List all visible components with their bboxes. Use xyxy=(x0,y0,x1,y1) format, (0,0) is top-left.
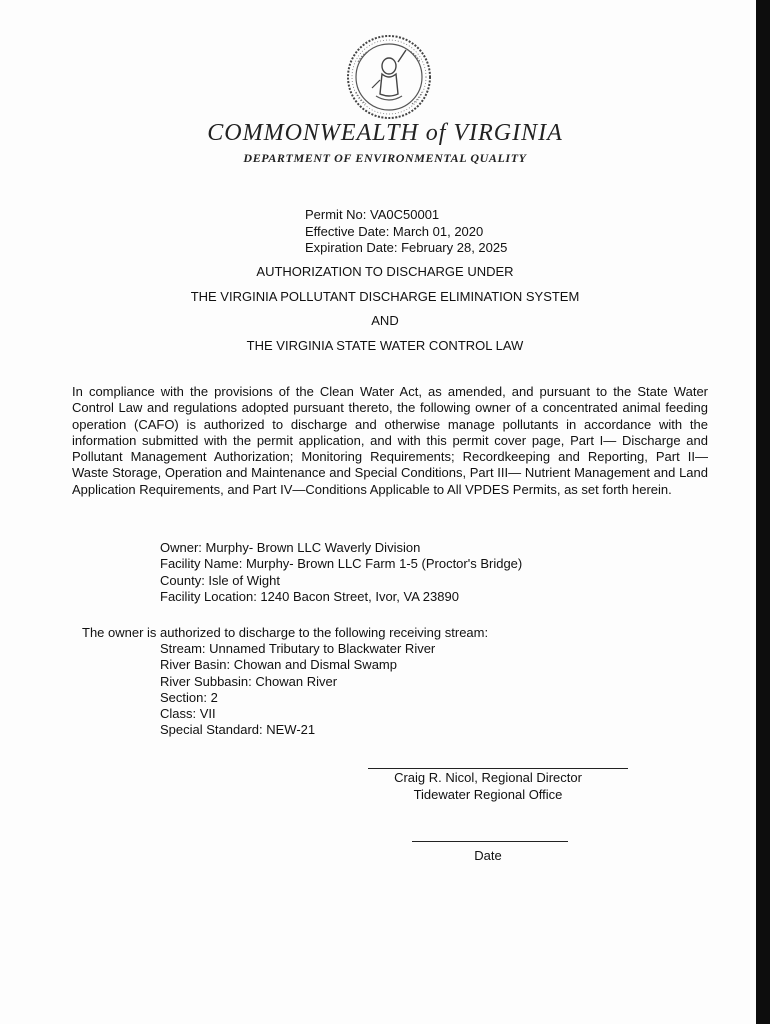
special-standard-line: Special Standard: NEW-21 xyxy=(160,722,316,738)
scan-right-edge xyxy=(756,0,770,1024)
signatory-office: Tidewater Regional Office xyxy=(413,787,563,802)
class-line: Class: VII xyxy=(160,706,216,722)
river-subbasin-line: River Subbasin: Chowan River xyxy=(160,673,338,689)
permit-number: Permit No: VA0C50001 xyxy=(305,207,440,222)
owner-line: Owner: Murphy- Brown LLC Waverly Division xyxy=(160,540,421,555)
river-basin-line: River Basin: Chowan and Dismal Swamp xyxy=(160,657,397,673)
department-heading: DEPARTMENT OF ENVIRONMENTAL QUALITY xyxy=(243,151,527,165)
title-line-2: THE VIRGINIA POLLUTANT DISCHARGE ELIMINATION SYSTEM xyxy=(190,289,580,304)
signatory-name: Craig R. Nicol, Regional Director xyxy=(394,770,582,785)
facility-name-line: Facility Name: Murphy- Brown LLC Farm 1-5 (Proctor's Bridge) xyxy=(160,556,523,572)
signature-rule xyxy=(368,768,628,769)
commonwealth-heading: COMMONWEALTH of VIRGINIA xyxy=(207,120,563,146)
title-line-4: THE VIRGINIA STATE WATER CONTROL LAW xyxy=(246,338,524,353)
title-line-3: AND xyxy=(371,313,399,328)
discharge-intro: The owner is authorized to discharge to the following receiving stream: xyxy=(82,625,489,640)
facility-location-line: Facility Location: 1240 Bacon Street, Ivor, VA 23890 xyxy=(160,588,459,604)
title-line-1: AUTHORIZATION TO DISCHARGE UNDER xyxy=(256,264,514,279)
permit-metadata xyxy=(305,207,507,257)
date-rule xyxy=(412,841,568,842)
effective-date: Effective Date: March 01, 2020 xyxy=(305,223,484,239)
section-line: Section: 2 xyxy=(160,689,218,705)
facility-info xyxy=(160,540,522,605)
county-line: County: Isle of Wight xyxy=(160,572,280,588)
virginia-seal-icon xyxy=(340,32,438,122)
receiving-stream-info xyxy=(160,641,435,739)
stream-line: Stream: Unnamed Tributary to Blackwater River xyxy=(160,641,436,656)
compliance-paragraph: In compliance with the provisions of the Clean Water Act, as amended, and pursuant to the State Water Control Law and regulations adopted pursuant thereto, the following owner of a concentrated animal feeding operation (CAFO) is authorized to discharge and otherwise manage pollutants in accordance with the information submitted with the permit application, and with this permit cover page, Part I— Discharge and Pollutant Management Authorization; Monitoring Requirements; Recordkeeping and Reporting, Part II— Waste Storage, Operation and Maintenance and Special Conditions, Part III— Nutrient Management and Land Application Requirements, and Part IV—Conditions Applicable to All VPDES Permits, as set forth herein. xyxy=(72,384,708,497)
date-label: Date xyxy=(474,848,502,863)
expiration-date: Expiration Date: February 28, 2025 xyxy=(305,240,508,255)
